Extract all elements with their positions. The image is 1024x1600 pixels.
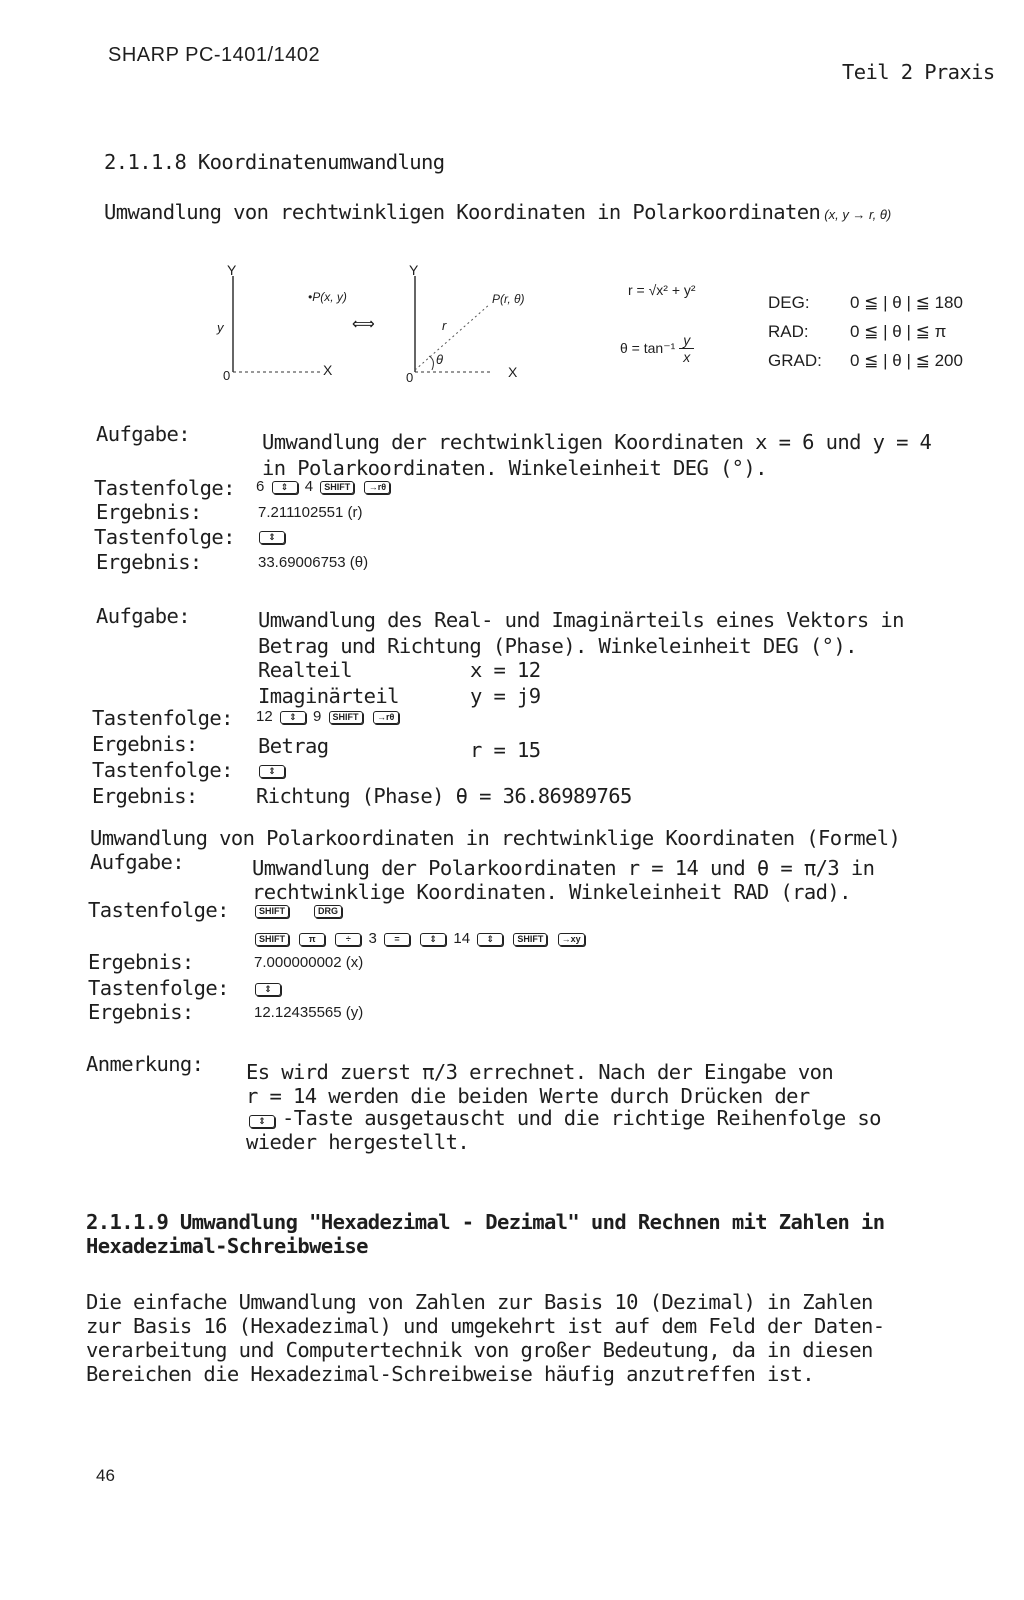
note-line2: r = 14 werden die beiden Werte durch Drücken der <box>246 1084 810 1108</box>
key-digit: 12 <box>256 708 273 725</box>
ex2-line2: Betrag und Richtung (Phase). Winkeleinheit DEG (°). <box>258 634 857 658</box>
ex3-result-y: 12.12435565 (y) <box>254 1004 364 1021</box>
range-value: 0 ≦ | θ | ≦ 180 <box>850 293 963 312</box>
ex1-aufgabe-line2: in Polarkoordinaten. Winkeleinheit DEG (°). <box>262 456 767 480</box>
formula-theta <box>620 332 694 365</box>
right-point-label: P(r, θ) <box>492 292 525 306</box>
ex1-result-theta: 33.69006753 (θ) <box>258 554 369 571</box>
formula-theta-prefix: θ = tan⁻¹ <box>620 340 676 356</box>
ex3-erg-label-2: Ergebnis: <box>88 1000 194 1024</box>
section2-title-line2: Hexadezimal-Schreibweise <box>86 1234 368 1258</box>
to-polar-key-icon: →rθ <box>364 481 390 494</box>
key-digit: 9 <box>313 708 322 725</box>
right-x-axis-label: X <box>508 364 518 380</box>
range-value: 0 ≦ | θ | ≦ π <box>850 322 947 341</box>
shift-key-icon: SHIFT <box>255 933 289 946</box>
ex1-erg-label-2: Ergebnis: <box>96 550 202 574</box>
section1-intro <box>104 200 891 224</box>
section-title-2-1-1-9 <box>86 1210 884 1258</box>
right-origin-label: 0 <box>406 370 414 385</box>
left-origin-label: 0 <box>223 368 231 383</box>
paragraph-line: Die einfache Umwandlung von Zahlen zur Basis 10 (Dezimal) in Zahlen <box>86 1290 873 1314</box>
angle-ranges <box>768 288 963 375</box>
ex2-erg-label-2: Ergebnis: <box>92 784 198 808</box>
drg-key-icon: DRG <box>314 905 342 918</box>
exchange-key-icon: ⇕ <box>420 933 446 946</box>
ex1-keystrokes-2 <box>256 528 288 546</box>
ex1-aufgabe-line1: Umwandlung der rechtwinkligen Koordinaten x = 6 und y = 4 <box>262 430 932 454</box>
exchange-key-icon: ⇕ <box>272 481 298 494</box>
ex2-real-label: Realteil <box>258 658 352 682</box>
key-digit: 6 <box>256 478 265 495</box>
ex3-result-x: 7.000000002 (x) <box>254 954 364 971</box>
formula-r: r = √x² + y² <box>628 282 696 298</box>
ex2-keystrokes <box>256 708 402 725</box>
range-label: RAD: <box>768 322 809 341</box>
formula-denominator: x <box>683 349 691 365</box>
section-title-2-1-1-8: 2.1.1.8 Koordinatenumwandlung <box>104 150 445 174</box>
shift-key-icon: SHIFT <box>320 481 354 494</box>
header-section: Teil 2 Praxis <box>842 60 995 84</box>
exchange-key-icon: ⇕ <box>259 531 285 544</box>
ex2-betrag-label: Betrag <box>258 734 329 758</box>
ex2-tf-label: Tastenfolge: <box>92 706 233 730</box>
ex1-keystrokes <box>256 478 393 495</box>
left-y-axis-label: Y <box>227 262 237 278</box>
conversion-arrow-icon: ⟺ <box>352 316 375 333</box>
ex3-heading: Umwandlung von Polarkoordinaten in rechtwinklige Koordinaten (Formel) <box>90 826 901 850</box>
range-label: GRAD: <box>768 351 822 370</box>
exchange-key-icon: ⇕ <box>255 983 281 996</box>
header-title: SHARP PC-1401/1402 <box>108 44 321 66</box>
note-label: Anmerkung: <box>86 1052 204 1076</box>
coordinate-figure <box>200 262 980 392</box>
section2-title-line1: 2.1.1.9 Umwandlung "Hexadezimal - Dezimal" und Rechnen mit Zahlen in <box>86 1210 885 1234</box>
key-digit: 14 <box>453 930 471 947</box>
equals-key-icon: = <box>384 933 410 946</box>
formula-fraction <box>679 332 694 365</box>
ex2-tf-label-2: Tastenfolge: <box>92 758 233 782</box>
left-x-axis-label: X <box>323 362 333 378</box>
ex1-result-r: 7.211102551 (r) <box>258 504 363 521</box>
ex2-line1: Umwandlung des Real- und Imaginärteils eines Vektors in <box>258 608 904 632</box>
ex3-tf-label-2: Tastenfolge: <box>88 976 229 1000</box>
key-digit: 4 <box>304 478 314 495</box>
ex2-keystrokes-2 <box>256 762 288 780</box>
ex3-line2: rechtwinklige Koordinaten. Winkeleinheit RAD (rad). <box>252 880 851 904</box>
ex3-tf-label: Tastenfolge: <box>88 898 229 922</box>
note-line1: Es wird zuerst π/3 errechnet. Nach der Eingabe von <box>246 1060 834 1084</box>
intro-text: Umwandlung von rechtwinkligen Koordinaten in Polarkoordinaten <box>104 200 821 224</box>
note-line3-text: -Taste ausgetauscht und die richtige Reihenfolge so <box>282 1106 881 1130</box>
ex3-keystrokes-3 <box>252 980 284 998</box>
paragraph-line: verarbeitung und Computertechnik von großer Bedeutung, da in diesen <box>86 1338 873 1362</box>
intro-tag: (x, y → r, θ) <box>824 207 892 222</box>
exchange-key-icon: ⇕ <box>280 711 306 724</box>
note-line4: wieder hergestellt. <box>246 1130 470 1154</box>
formula-numerator: y <box>679 332 694 349</box>
ex2-imag-value: y = j9 <box>470 684 541 708</box>
note-line3 <box>246 1106 881 1130</box>
right-r-label: r <box>442 318 447 333</box>
range-label: DEG: <box>768 293 810 312</box>
to-xy-key-icon: →xy <box>558 933 585 946</box>
shift-key-icon: SHIFT <box>329 711 363 724</box>
right-y-axis-label: Y <box>409 262 419 278</box>
divide-key-icon: ÷ <box>335 933 361 946</box>
ex2-real-value: x = 12 <box>470 658 541 682</box>
exchange-key-icon: ⇕ <box>477 933 503 946</box>
ex3-erg-label-1: Ergebnis: <box>88 950 194 974</box>
to-polar-key-icon: →rθ <box>373 711 399 724</box>
ex3-line1: Umwandlung der Polarkoordinaten r = 14 und θ = π/3 in <box>252 856 875 880</box>
ex3-keystrokes-2 <box>252 930 588 947</box>
shift-key-icon: SHIFT <box>255 905 289 918</box>
left-point-label: •P(x, y) <box>308 290 347 304</box>
paragraph-line: Bereichen die Hexadezimal-Schreibweise häufig anzutreffen ist. <box>86 1362 815 1386</box>
range-row-rad <box>768 317 963 346</box>
ex1-aufgabe-label: Aufgabe: <box>96 422 190 446</box>
ex1-tf-label-2: Tastenfolge: <box>94 525 235 549</box>
range-value: 0 ≦ | θ | ≦ 200 <box>850 351 963 370</box>
ex2-betrag-value: r = 15 <box>470 738 541 762</box>
ex2-imag-label: Imaginärteil <box>258 684 399 708</box>
ex2-erg-label-1: Ergebnis: <box>92 732 198 756</box>
ex1-erg-label-1: Ergebnis: <box>96 500 202 524</box>
right-theta-label: θ <box>436 352 444 367</box>
shift-key-icon: SHIFT <box>513 933 547 946</box>
page-number: 46 <box>96 1466 115 1485</box>
key-digit: 3 <box>368 930 377 947</box>
ex2-aufgabe-label: Aufgabe: <box>96 604 190 628</box>
range-row-deg <box>768 288 963 317</box>
ex3-aufgabe-label: Aufgabe: <box>90 850 184 874</box>
pi-key-icon: π <box>299 933 325 946</box>
paragraph-line: zur Basis 16 (Hexadezimal) und umgekehrt ist auf dem Feld der Daten- <box>86 1314 885 1338</box>
ex1-tf-label: Tastenfolge: <box>94 476 235 500</box>
range-row-grad <box>768 346 963 375</box>
exchange-key-icon: ⇕ <box>249 1115 275 1128</box>
section2-paragraph <box>86 1290 884 1386</box>
left-y-label: y <box>217 320 224 335</box>
ex2-richtung: Richtung (Phase) θ = 36.86989765 <box>256 784 632 808</box>
exchange-key-icon: ⇕ <box>259 765 285 778</box>
ex3-keystrokes-1 <box>252 902 345 920</box>
